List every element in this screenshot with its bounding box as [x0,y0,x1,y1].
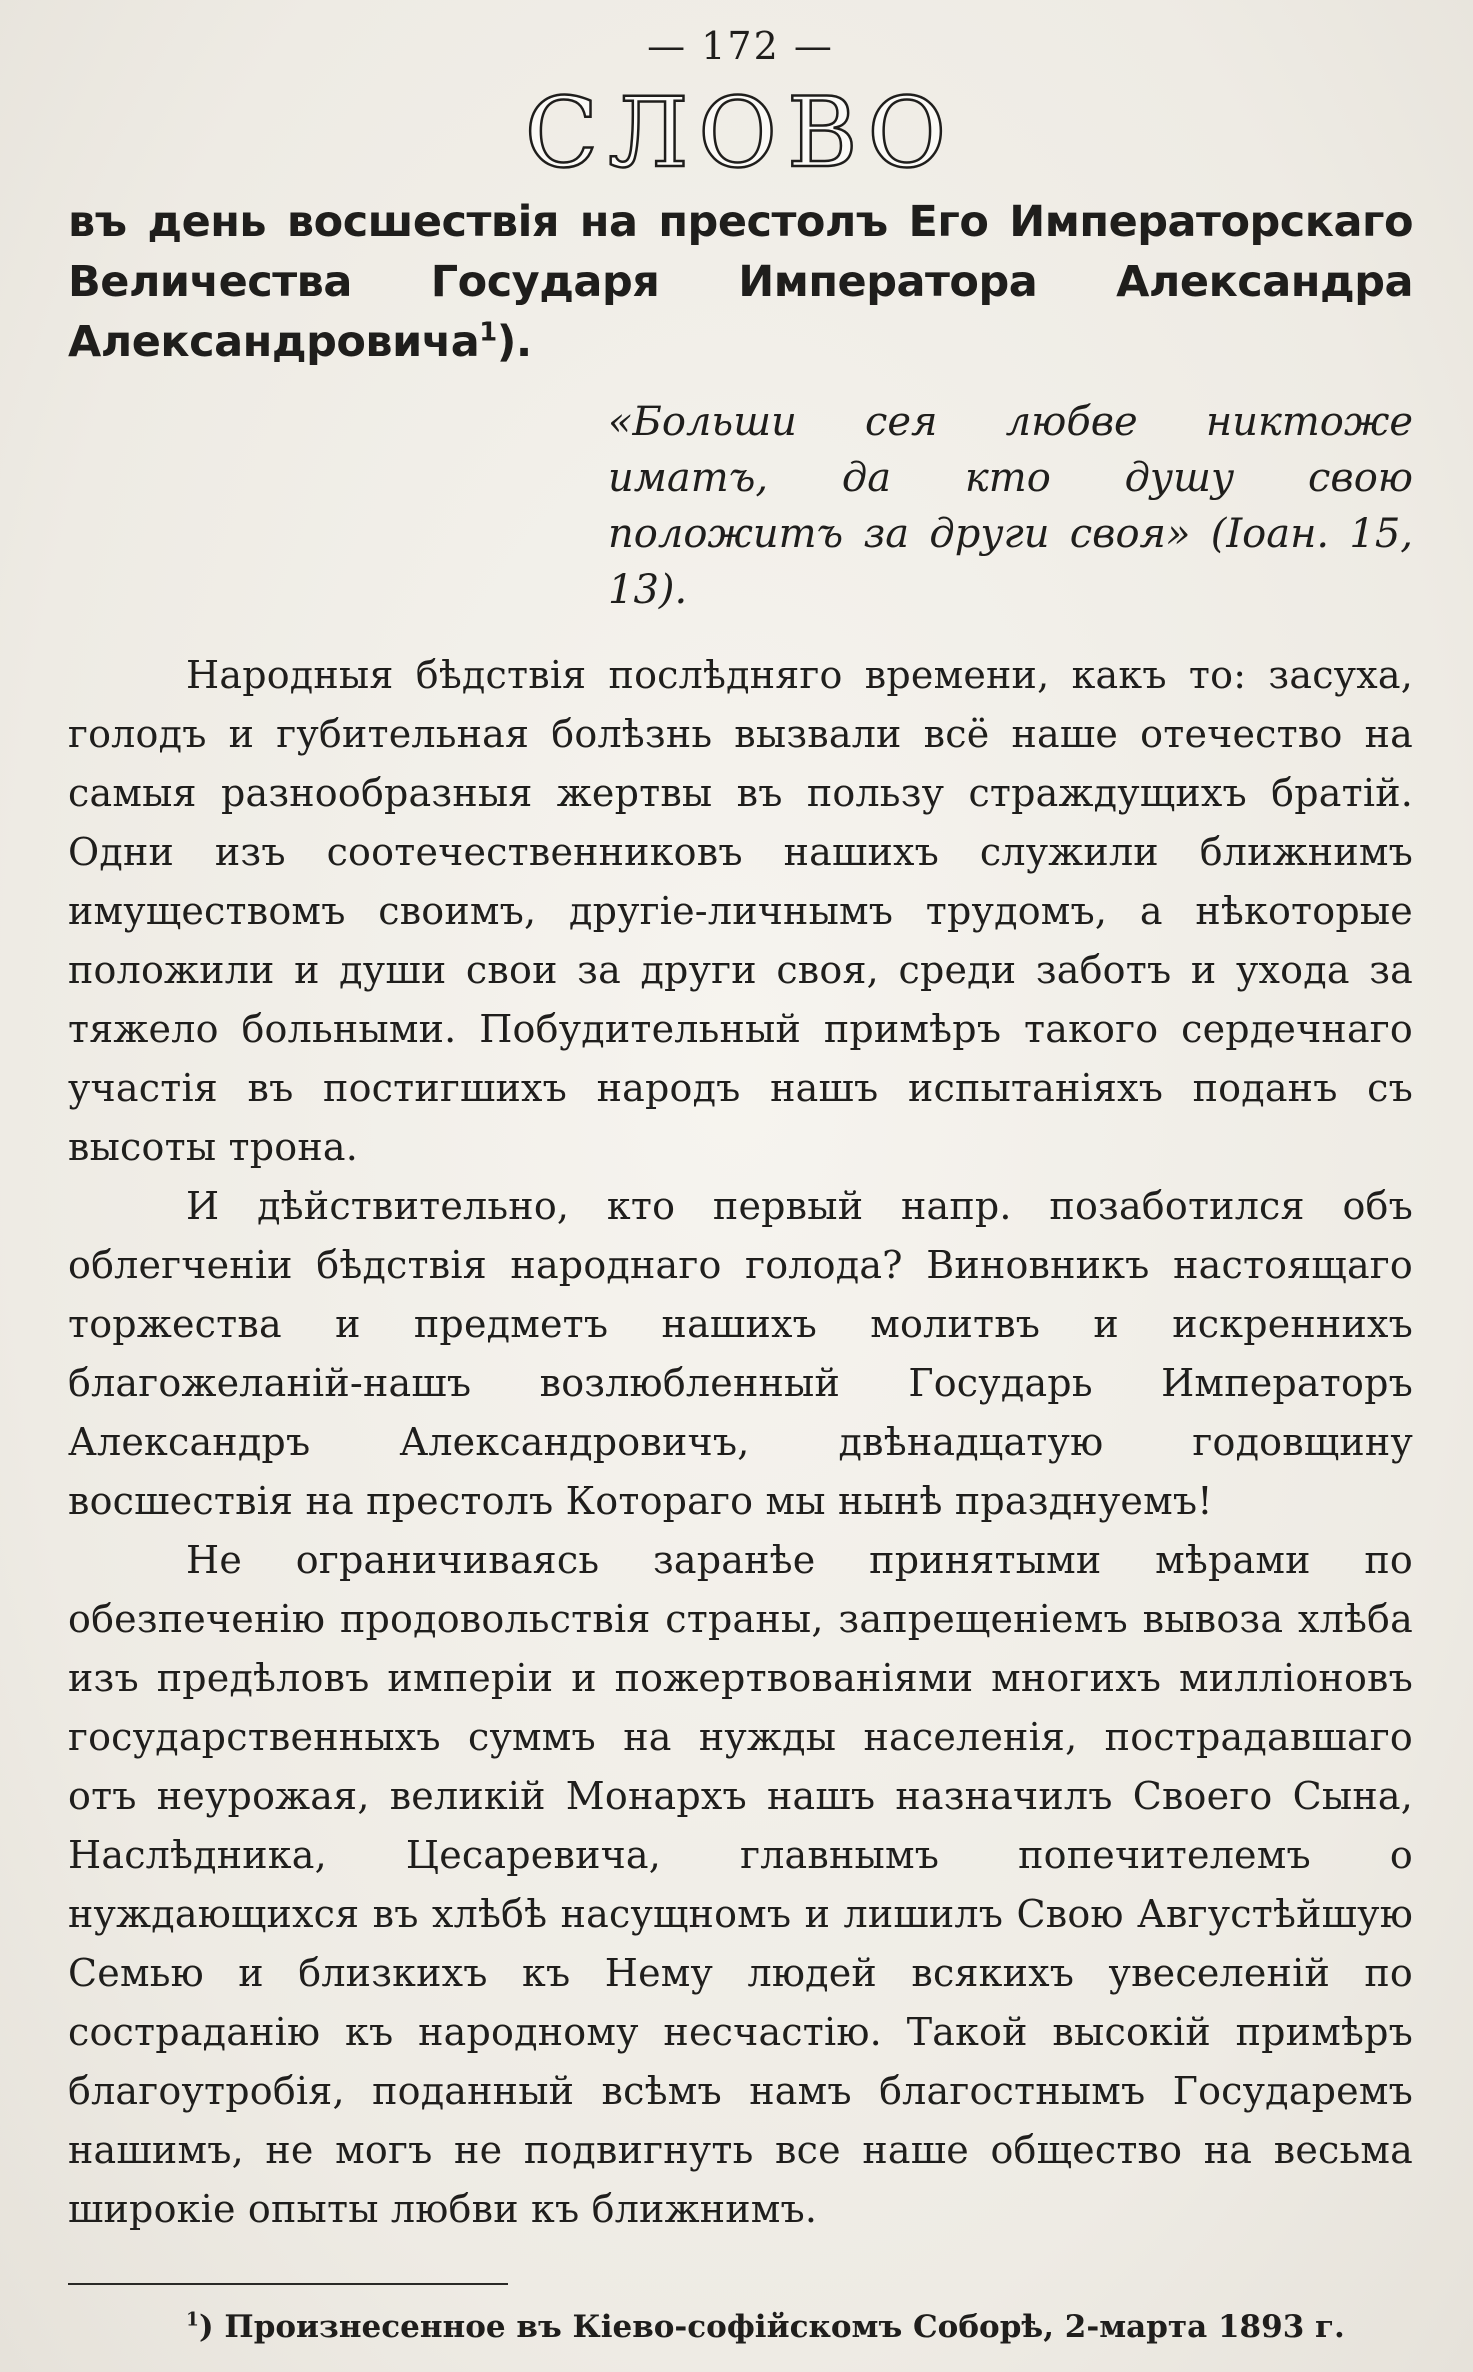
epigraph [608,394,1413,618]
subtitle-footnote-mark: 1 [479,317,497,348]
page-content [68,20,1413,2349]
footnote-mark: 1 [186,2309,199,2331]
footnote-text: ) Произнесенное въ Кіево-софійскомъ Соборѣ, 2-марта 1893 г. [198,2309,1345,2345]
sermon-title: СЛОВО [524,77,957,189]
paragraph-2: И дѣйствительно, кто первый напр. позаботился объ облегченіи бѣдствія народнаго голода? Виновникъ настоящаго торжества и предметъ нашихъ молитвъ и искреннихъ благожеланій-нашъ возлюбленный Государь Императоръ Александръ Александровичъ, двѣнадцатую годовщину восшествія на престолъ Котораго мы нынѣ празднуемъ! [68,1184,1413,1523]
sermon-body [68,646,1413,2239]
footnote [68,2305,1413,2349]
sermon-subtitle [68,192,1413,372]
paragraph-1: Народныя бѣдствія послѣдняго времени, какъ то: засуха, голодъ и губительная болѣзнь вызвали всё наше отечество на самыя разнообразныя жертвы въ пользу страждущихъ братій. Одни изъ соотечественниковъ нашихъ служили ближнимъ имуществомъ своимъ, другіе-личнымъ трудомъ, а нѣкоторые положили и души свои за други своя, среди заботъ и ухода за тяжело больными. Побудительный примѣръ такого сердечнаго участія въ постигшихъ народъ нашъ испытаніяхъ поданъ съ высоты трона. [68,653,1413,1169]
subtitle-text: въ день восшествія на престолъ Его Императорскаго Величества Государя Императора Александра Александровича [68,197,1413,367]
subtitle-end: ). [496,317,532,367]
footnote-divider [68,2283,508,2285]
epigraph-quote: «Больши сея любве никтоже иматъ, да кто душу свою положитъ за други своя» [608,399,1413,557]
paragraph-3: Не ограничиваясь заранѣе принятыми мѣрами по обезпеченію продовольствія страны, запрещеніемъ вывоза хлѣба изъ предѣловъ имперіи и пожертвованіями многихъ милліоновъ государственныхъ суммъ на нужды населенія, пострадавшаго отъ неурожая, великій Монархъ нашъ назначилъ Своего Сына, Наслѣдника, Цесаревича, главнымъ попечителемъ о нуждающихся въ хлѣбѣ насущномъ и лишилъ Свою Августѣйшую Семью и близкихъ къ Нему людей всякихъ увеселеній по состраданію къ народному несчастію. Такой высокій примѣръ благоутробія, поданный всѣмъ намъ благостнымъ Государемъ нашимъ, не могъ не подвигнуть все наше общество на весьма широкіе опыты любви къ ближнимъ. [68,1538,1413,2231]
epigraph-reference: (Іоан. 15, 13). [608,511,1413,613]
page-number: — 172 — [647,24,834,68]
